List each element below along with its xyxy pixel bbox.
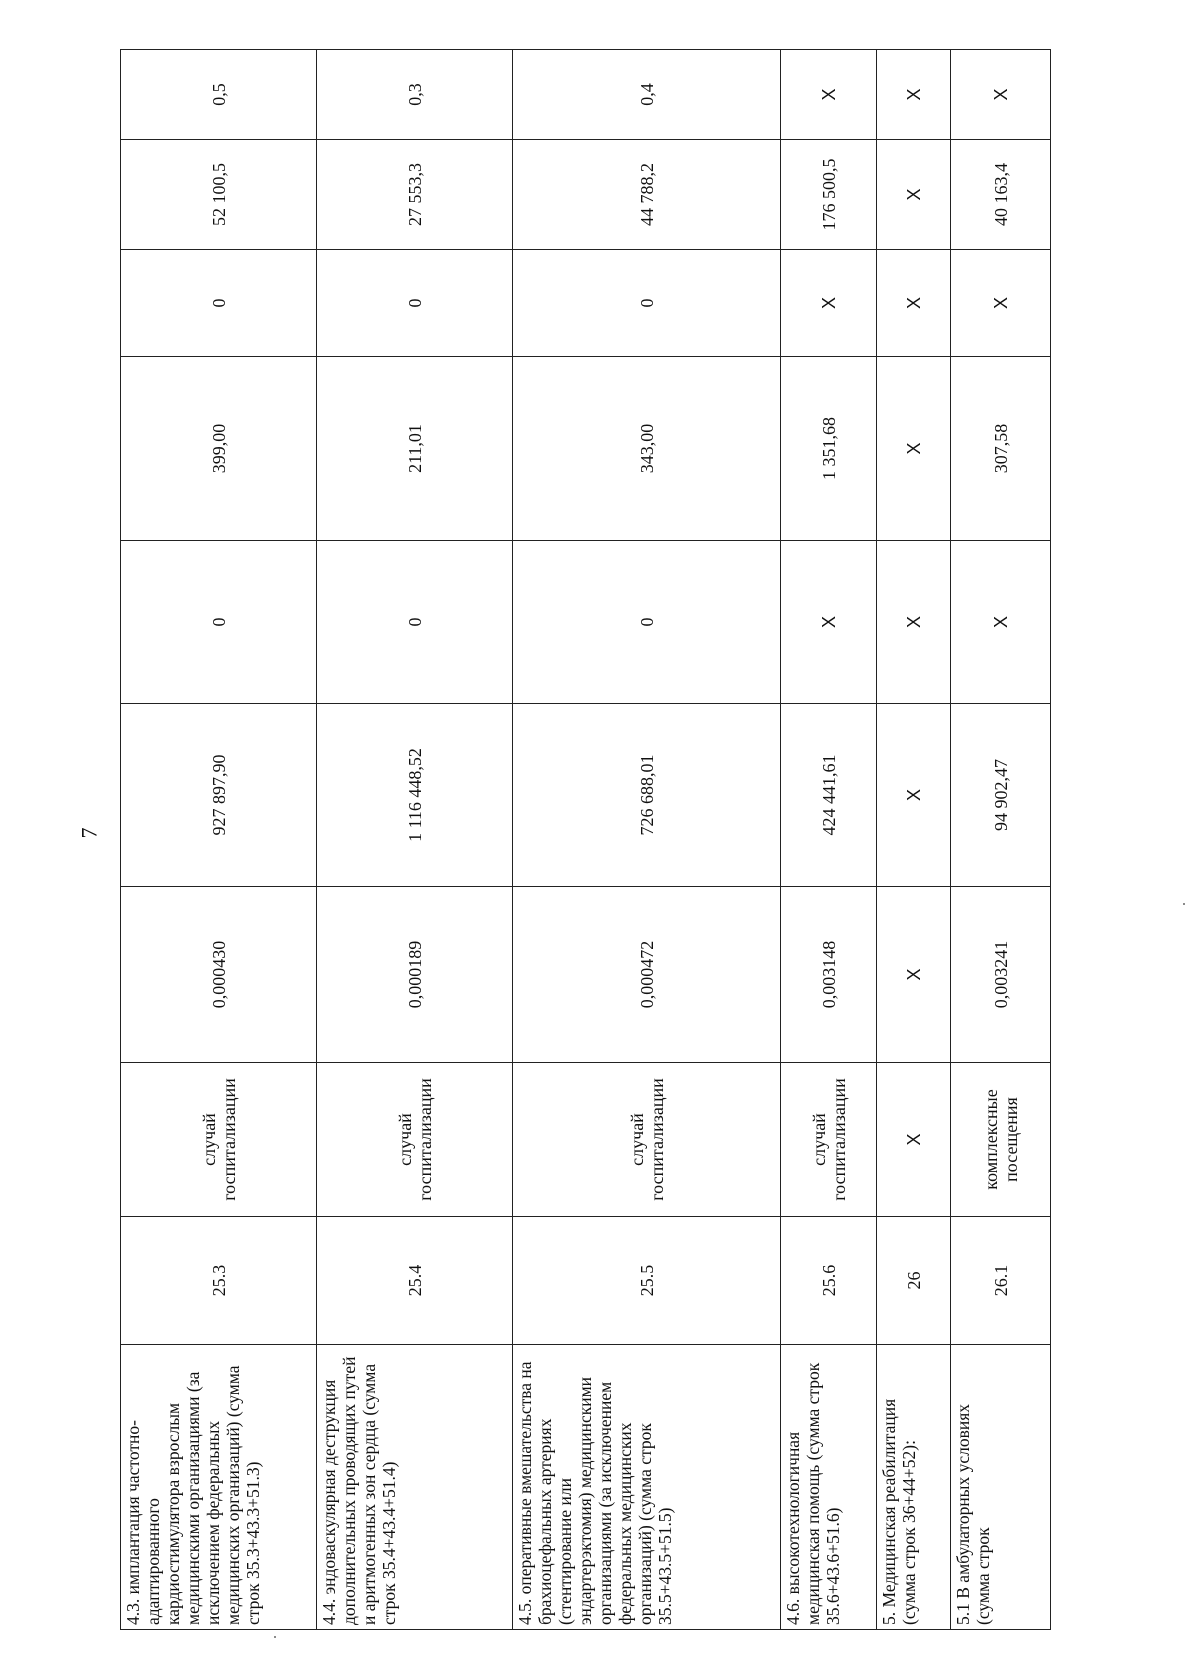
financing-table [120, 49, 1051, 1630]
page-number: 7 [76, 827, 102, 839]
cell-value: Х [951, 541, 1051, 704]
cell-value: 424 441,61 [781, 704, 877, 887]
row-unit: случай госпитализации [317, 1063, 513, 1217]
row-unit: случай госпитализации [513, 1063, 781, 1217]
cell-value: 0 [121, 541, 317, 704]
row-name: 4.6. высокотехнологичная медицинская помощь (сумма строк 35.6+43.6+51.6) [781, 1345, 877, 1630]
cell-value: Х [951, 250, 1051, 357]
cell-value: Х [877, 887, 951, 1063]
table-row [317, 50, 513, 1630]
row-name: 4.4. эндоваскулярная деструкция дополнительных проводящих путей и аритмогенных зон сердца (сумма строк 35.4+43.4+51.4) [317, 1345, 513, 1630]
cell-value: 0,5 [121, 50, 317, 140]
scan-speck [274, 1636, 276, 1638]
cell-value: Х [877, 50, 951, 140]
cell-value: Х [951, 50, 1051, 140]
cell-value: 927 897,90 [121, 704, 317, 887]
row-name: 4.5. оперативные вмешательства на брахиоцефальных артериях (стентирование или эндартерэктомия) медицинскими организациями (за исключением федеральных медицинских организаций) (сумма строк 35.5+43.5+51.5) [513, 1345, 781, 1630]
cell-value: 0,3 [317, 50, 513, 140]
cell-value: 27 553,3 [317, 140, 513, 250]
cell-value: 94 902,47 [951, 704, 1051, 887]
table-row [877, 50, 951, 1630]
row-line-number: 25.4 [317, 1217, 513, 1345]
cell-value: 44 788,2 [513, 140, 781, 250]
cell-value: 211,01 [317, 357, 513, 541]
cell-value: 0,000430 [121, 887, 317, 1063]
row-unit: Х [877, 1063, 951, 1217]
cell-value: 176 500,5 [781, 140, 877, 250]
row-name: 5. Медицинская реабилитация (сумма строк 36+44+52): [877, 1345, 951, 1630]
table-row [121, 50, 317, 1630]
cell-value: 0,000189 [317, 887, 513, 1063]
cell-value: 52 100,5 [121, 140, 317, 250]
cell-value: 0 [317, 250, 513, 357]
cell-value: Х [781, 50, 877, 140]
cell-value: 0,000472 [513, 887, 781, 1063]
rotated-table-wrapper [120, 50, 1050, 1630]
cell-value: 343,00 [513, 357, 781, 541]
cell-value: Х [877, 140, 951, 250]
row-name: 5.1 В амбулаторных условиях (сумма строк [951, 1345, 1051, 1630]
cell-value: Х [781, 250, 877, 357]
table-row [951, 50, 1051, 1630]
cell-value: Х [877, 250, 951, 357]
row-name: 4.3. имплантация частотно-адаптированного кардиостимулятора взрослым медицинскими организациями (за исключением федеральных медицинских организаций) (сумма строк 35.3+43.3+51.3) [121, 1345, 317, 1630]
cell-value: Х [877, 357, 951, 541]
cell-value: 0 [513, 541, 781, 704]
cell-value: Х [877, 541, 951, 704]
row-unit: случай госпитализации [781, 1063, 877, 1217]
row-line-number: 26 [877, 1217, 951, 1345]
cell-value: 307,58 [951, 357, 1051, 541]
cell-value: 40 163,4 [951, 140, 1051, 250]
table-row [781, 50, 877, 1630]
row-unit: случай госпитализации [121, 1063, 317, 1217]
cell-value: 726 688,01 [513, 704, 781, 887]
table-row [513, 50, 781, 1630]
row-unit: комплексные посещения [951, 1063, 1051, 1217]
cell-value: 0 [121, 250, 317, 357]
cell-value: Х [877, 704, 951, 887]
cell-value: 0 [513, 250, 781, 357]
row-line-number: 25.6 [781, 1217, 877, 1345]
row-line-number: 26.1 [951, 1217, 1051, 1345]
cell-value: 0,4 [513, 50, 781, 140]
cell-value: 0,003241 [951, 887, 1051, 1063]
cell-value: 0 [317, 541, 513, 704]
cell-value: 1 351,68 [781, 357, 877, 541]
row-line-number: 25.5 [513, 1217, 781, 1345]
cell-value: 399,00 [121, 357, 317, 541]
cell-value: 0,003148 [781, 887, 877, 1063]
cell-value: 1 116 448,52 [317, 704, 513, 887]
scan-speck [1183, 903, 1185, 905]
row-line-number: 25.3 [121, 1217, 317, 1345]
cell-value: Х [781, 541, 877, 704]
